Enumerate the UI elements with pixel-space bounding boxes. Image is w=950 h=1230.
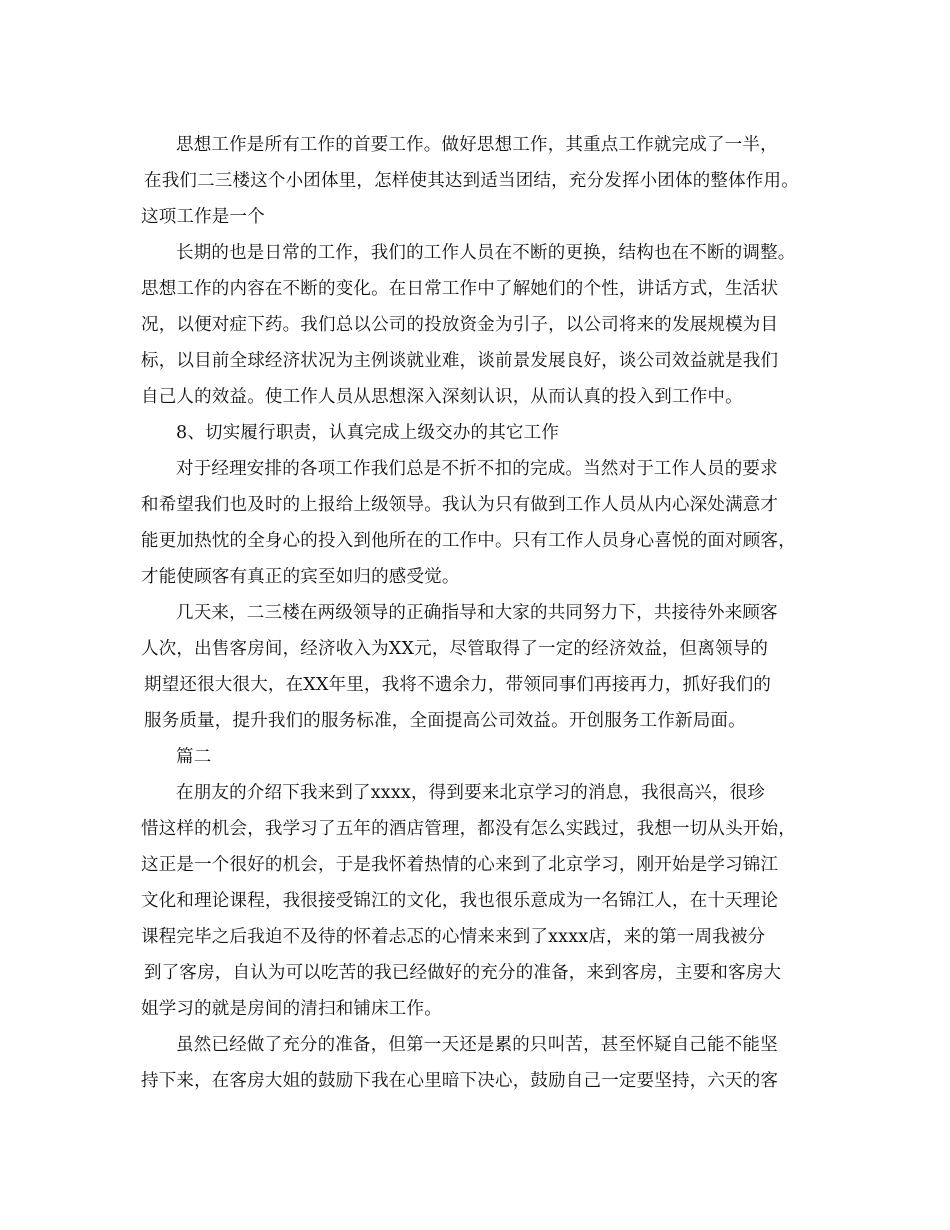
- text-line: 才能使顾客有真正的宾至如归的感受觉。: [141, 567, 460, 587]
- text-line: 期望还很大很大，在XX年里，我将不遗余力，带领同事们再接再力，抓好我们的: [144, 675, 772, 695]
- text-line: 自己人的效益。使工作人员从思想深入深刻认识，从而认真的投入到工作中。: [141, 387, 743, 407]
- text-line: 对于经理安排的各项工作我们总是不折不扣的完成。当然对于工作人员的要求: [176, 459, 778, 479]
- text-line: 虽然已经做了充分的准备，但第一天还是累的只叫苦，甚至怀疑自己能不能坚: [176, 1035, 778, 1055]
- text-line: 在我们二三楼这个小团体里，怎样使其达到适当团结，充分发挥小团体的整体作用。: [144, 171, 799, 191]
- text-line: 在朋友的介绍下我来到了xxxx，得到要来北京学习的消息，我很高兴，很珍: [176, 783, 765, 803]
- text-line: 长期的也是日常的工作，我们的工作人员在不断的更换，结构也在不断的调整。: [176, 243, 796, 263]
- section-heading: 篇二: [176, 747, 212, 767]
- text-line: 这正是一个很好的机会，于是我怀着热情的心来到了北京学习，刚开始是学习锦江: [141, 855, 779, 875]
- text-line: 标，以目前全球经济状况为主例谈就业难，谈前景发展良好，谈公司效益就是我们: [141, 351, 779, 371]
- text-line: 服务质量，提升我们的服务标准，全面提高公司效益。开创服务工作新局面。: [144, 711, 746, 731]
- text-line: 课程完毕之后我迫不及待的怀着忐忑的心情来来到了xxxx店，来的第一周我被分: [141, 927, 766, 947]
- text-line: 姐学习的就是房间的清扫和铺床工作。: [141, 999, 442, 1019]
- text-line: 持下来，在客房大姐的鼓励下我在心里暗下决心，鼓励自己一定要坚持，六天的客: [141, 1071, 779, 1091]
- text-line: 到了客房，自认为可以吃苦的我已经做好的充分的准备，来到客房，主要和客房大: [144, 963, 782, 983]
- text-line: 况，以便对症下药。我们总以公司的投放资金为引子，以公司将来的发展规模为目: [141, 315, 779, 335]
- text-line: 这项工作是一个: [141, 207, 265, 227]
- text-line: 人次，出售客房间，经济收入为XX元，尽管取得了一定的经济效益，但离领导的: [141, 639, 769, 659]
- text-line: 惜这样的机会，我学习了五年的酒店管理，都没有怎么实践过，我想一切从头开始，: [141, 819, 796, 839]
- text-line: 能更加热忱的全身心的投入到他所在的工作中。只有工作人员身心喜悦的面对顾客，: [141, 531, 796, 551]
- text-line: 文化和理论课程，我很接受锦江的文化，我也很乐意成为一名锦江人，在十天理论: [141, 891, 779, 911]
- section-heading: 8、切实履行职责，认真完成上级交办的其它工作: [176, 423, 560, 443]
- text-line: 和希望我们也及时的上报给上级领导。我认为只有做到工作人员从内心深处满意才: [141, 495, 779, 515]
- text-line: 思想工作的内容在不断的变化。在日常工作中了解她们的个性，讲话方式，生活状: [141, 279, 779, 299]
- text-line: 几天来，二三楼在两级领导的正确指导和大家的共同努力下，共接待外来顾客: [176, 603, 778, 623]
- text-line: 思想工作是所有工作的首要工作。做好思想工作，其重点工作就完成了一半，: [176, 135, 778, 155]
